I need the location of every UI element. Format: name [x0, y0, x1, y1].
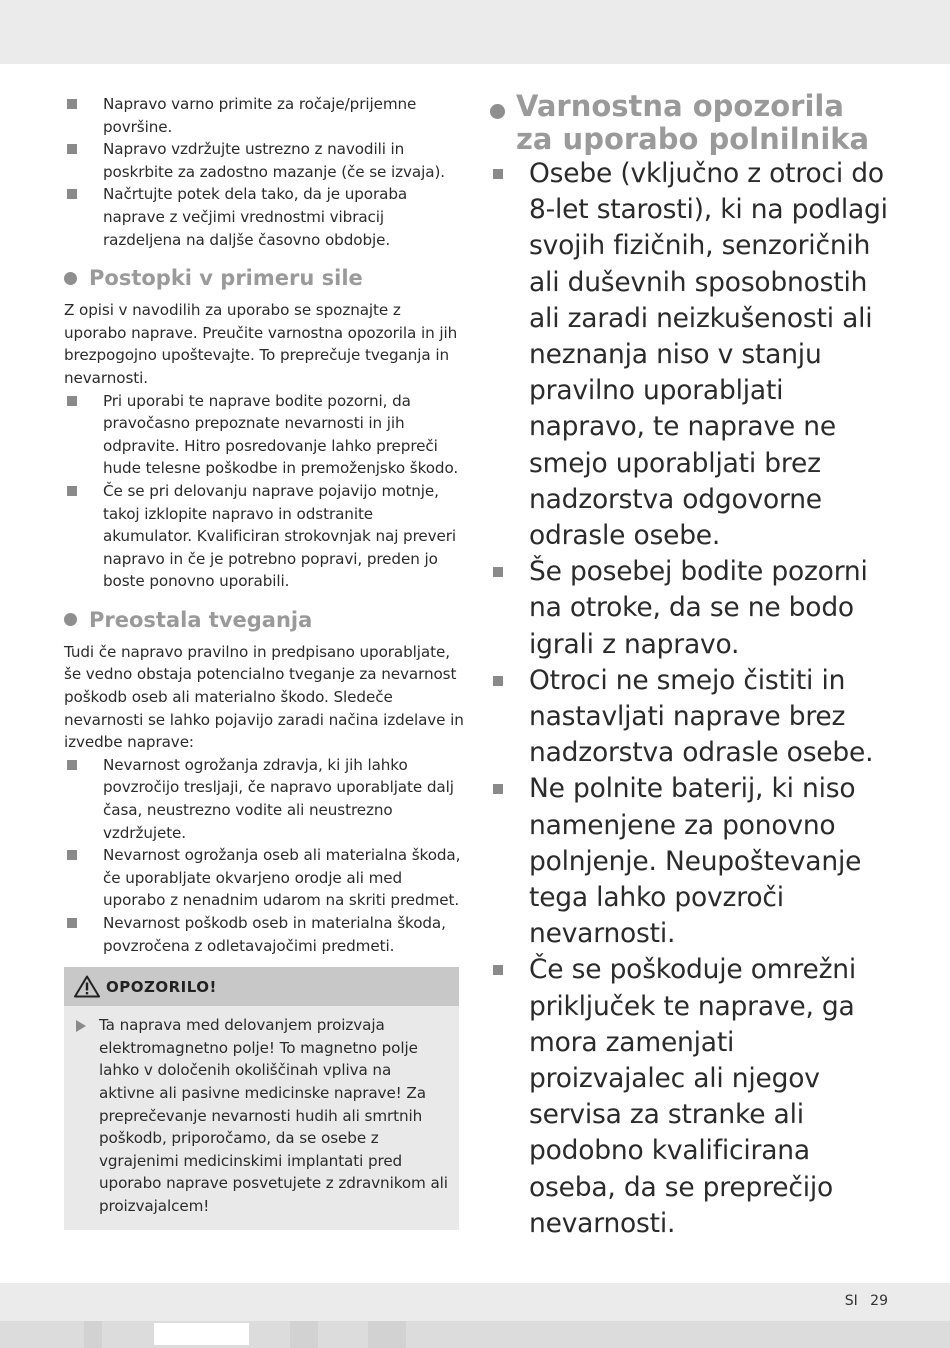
- list-item: Napravo varno primite za ročaje/prijemne površine.: [64, 93, 464, 138]
- list-item: Nevarnost ogrožanja zdravja, ki jih lahko povzročijo tresljaji, če napravo uporabljate dalj časa, neustrezno vodite ali neustrezno vzdržujete.: [64, 754, 464, 844]
- right-column: [490, 90, 890, 1242]
- section-bullet-list: [64, 390, 464, 593]
- strip-segment: [290, 1321, 318, 1348]
- page-top-band: [0, 0, 950, 64]
- warning-title: OPOZORILO!: [106, 977, 217, 996]
- bottom-strip: [0, 1321, 950, 1348]
- list-item: Še posebej bodite pozorni na otroke, da se ne bodo igrali z napravo.: [490, 554, 890, 663]
- square-bullet-icon: [493, 965, 503, 975]
- list-item: Če se poškoduje omrežni priključek te naprave, ga mora zamenjati proizvajalec ali njegov servisa za stranke ali podobno kvalificirana oseba, da se preprečijo nevarnosti.: [490, 952, 890, 1242]
- list-item: Načrtujte potek dela tako, da je uporaba naprave z večjimi vrednostmi vibracij razdeljena na daljše časovno obdobje.: [64, 183, 464, 251]
- warning-text: Ta naprava med delovanjem proizvaja elektromagnetno polje! To magnetno polje lahko v določenih okoliščinah vpliva na aktivne ali pasivne medicinske naprave! Za preprečevanje nevarnosti hudih ali smrtnih poškodb, priporočamo, da se osebe z vgrajenimi medicinskimi implantati pred uporabo naprave posvetujete z zdravnikom ali proizvajalcem!: [99, 1016, 448, 1215]
- section-title: Preostala tveganja: [89, 607, 313, 632]
- square-bullet-icon: [67, 850, 77, 860]
- warning-box: [64, 967, 459, 1229]
- page-number: 29: [870, 1293, 888, 1309]
- left-column: [64, 93, 464, 1230]
- section-paragraph: Z opisi v navodilih za uporabo se spoznajte z uporabo naprave. Preučite varnostna opozorila in jih brezpogojno upoštevajte. To preprečuje tveganja in nevarnosti.: [64, 301, 458, 387]
- strip-segment: [84, 1321, 102, 1348]
- square-bullet-icon: [493, 784, 503, 794]
- section-heading-residual-risks: [64, 605, 464, 635]
- heading-dot-icon: [64, 613, 77, 626]
- section-heading-emergency: [64, 263, 464, 293]
- charger-safety-title: Varnostna opozorila za uporabo polnilnika: [516, 89, 870, 156]
- warning-body: [64, 1006, 459, 1229]
- square-bullet-icon: [67, 486, 77, 496]
- footer-language: SI: [844, 1293, 858, 1309]
- page-footer: [845, 1293, 888, 1309]
- square-bullet-icon: [67, 189, 77, 199]
- heading-dot-icon: [64, 272, 77, 285]
- square-bullet-icon: [67, 918, 77, 928]
- square-bullet-icon: [67, 99, 77, 109]
- triangle-arrow-icon: [76, 1020, 86, 1032]
- list-item: Ne polnite baterij, ki niso namenjene za ponovno polnjenje. Neupoštevanje tega lahko povzroči nevarnosti.: [490, 771, 890, 952]
- heading-dot-icon: [490, 104, 505, 119]
- section-title: Postopki v primeru sile: [89, 266, 363, 291]
- square-bullet-icon: [67, 760, 77, 770]
- list-item: Nevarnost ogrožanja oseb ali materialna škoda, če uporabljate okvarjeno orodje ali med uporabo z nenadnim udarom na skriti predmet.: [64, 844, 464, 912]
- warning-triangle-icon: [74, 975, 100, 998]
- square-bullet-icon: [493, 676, 503, 686]
- list-item: Otroci ne smejo čistiti in nastavljati naprave brez nadzorstva odrasle osebe.: [490, 663, 890, 772]
- strip-highlight: [154, 1323, 249, 1345]
- list-item: Pri uporabi te naprave bodite pozorni, da pravočasno prepoznate nevarnosti in jih odpravite. Hitro posredovanje lahko prepreči hude telesne poškodbe in premoženjsko škodo.: [64, 390, 464, 480]
- list-item: Če se pri delovanju naprave pojavijo motnje, takoj izklopite napravo in odstranite akumulator. Kvalificiran strokovnjak naj preveri napravo in če je potrebno popravi, preden jo boste ponovno uporabili.: [64, 480, 464, 593]
- square-bullet-icon: [493, 169, 503, 179]
- charger-safety-heading: [490, 90, 890, 156]
- strip-segment: [368, 1321, 406, 1348]
- list-item: Osebe (vključno z otroci do 8-let starosti), ki na podlagi svojih fizičnih, senzoričnih ali duševnih sposobnostih ali zaradi neizkušenosti ali neznanja niso v stanju pravilno uporabljati napravo, te naprave ne smejo uporabljati brez nadzorstva odgovorne odrasle osebe.: [490, 156, 890, 554]
- section-bullet-list: [64, 754, 464, 957]
- intro-bullet-list: [64, 93, 464, 251]
- square-bullet-icon: [67, 144, 77, 154]
- square-bullet-icon: [493, 567, 503, 577]
- warning-header: [64, 967, 459, 1006]
- list-item: Napravo vzdržujte ustrezno z navodili in poskrbite za zadostno mazanje (če se izvaja).: [64, 138, 464, 183]
- square-bullet-icon: [67, 396, 77, 406]
- charger-bullet-list: [490, 156, 890, 1242]
- section-paragraph: Tudi če napravo pravilno in predpisano uporabljate, še vedno obstaja potencialno tveganje za nevarnost poškodb oseb ali materialno škodo. Sledeče nevarnosti se lahko pojavijo zaradi načina izdelave in izvedbe naprave:: [64, 642, 464, 752]
- list-item: Nevarnost poškodb oseb in materialna škoda, povzročena z odletavajočimi predmeti.: [64, 912, 464, 957]
